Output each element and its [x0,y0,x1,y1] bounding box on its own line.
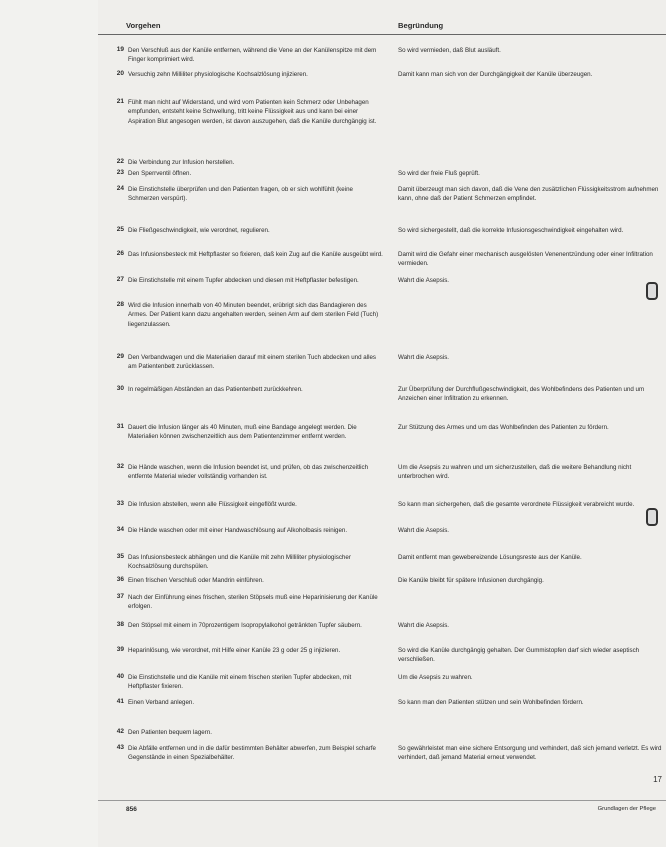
binder-clip-icon [646,508,658,526]
step-text: Die Infusion abstellen, wenn alle Flüssigkeit eingeflößt wurde. [128,501,297,508]
reason-text: Zur Stützung des Armes und um das Wohlbefinden des Patienten zu fördern. [398,424,609,431]
step-number: 30 [116,385,124,392]
reason-text: So wird sichergestellt, daß die korrekte Infusionsgeschwindigkeit eingehalten wird. [398,227,624,234]
step-number: 34 [116,526,124,533]
step-number: 19 [116,46,124,53]
step-text: Heparinlösung, wie verordnet, mit Hilfe einer Kanüle 23 g oder 25 g injizieren. [128,647,341,654]
step-number: 32 [116,463,124,470]
step-number: 41 [116,698,124,705]
step-text: Die Fließgeschwindigkeit, wie verordnet, regulieren. [128,227,270,234]
footer-divider [98,800,666,801]
step-number: 37 [116,593,124,600]
reason-text: Zur Überprüfung der Durchflußgeschwindigkeit, des Wohlbefindens des Patienten und um Anzeichen einer Infiltration zu erkennen. [398,386,645,403]
step-text: Die Abfälle entfernen und in die dafür bestimmten Behälter abwerfen, zum Beispiel scharfe Gegenstände in einen Spezialbehälter. [128,745,376,762]
reason-text: So gewährleistet man eine sichere Entsorgung und verhindert, daß sich jemand verletzt. Es wird verhindert, daß jemand Material erneut verwendet. [398,745,662,762]
step-text: Einen frischen Verschluß oder Mandrin einführen. [128,577,264,584]
step-text: Dauert die Infusion länger als 40 Minuten, muß eine Bandage angelegt werden. Die Materialien können zwischenzeitlich aus dem Patientenzimmer entfernt werden. [128,424,357,441]
book-title: Grundlagen der Pflege [597,806,656,812]
step-number: 25 [116,226,124,233]
step-text: Wird die Infusion innerhalb von 40 Minuten beendet, erübrigt sich das Bandagieren des Armes. Der Patient kann dazu angehalten werden, seinen Arm auf dem sterilen Feld (Tuch) liegenzulassen. [128,302,379,328]
column-header-step: Vorgehen [126,21,161,30]
step-number: 42 [116,728,124,735]
side-mark: 17 [653,775,662,784]
step-number: 23 [116,169,124,176]
binder-clip-icon [646,282,658,300]
reason-text: Wahrt die Asepsis. [398,277,450,284]
reason-text: Wahrt die Asepsis. [398,527,450,534]
step-text: Die Einstichstelle und die Kanüle mit einem frischen sterilen Tupfer abdecken, mit Heftpflaster fixieren. [128,674,352,691]
step-number: 43 [116,744,124,751]
step-text: Den Stöpsel mit einem in 70prozentigem Isopropylalkohol getränkten Tupfer säubern. [128,622,362,629]
step-text: In regelmäßigen Abständen an das Patientenbett zurückkehren. [128,386,303,393]
step-text: Versuchig zehn Milliliter physiologische Kochsalzlösung injizieren. [128,71,308,78]
reason-text: Damit kann man sich von der Durchgängigkeit der Kanüle überzeugen. [398,71,593,78]
step-text: Nach der Einführung eines frischen, sterilen Stöpsels muß eine Heparinisierung der Kanüle erfolgen. [128,594,378,611]
step-number: 35 [116,553,124,560]
reason-text: Wahrt die Asepsis. [398,354,450,361]
reason-text: Damit überzeugt man sich davon, daß die Vene den zusätzlichen Flüssigkeitsstrom aufnehmen kann, ohne daß der Patient Schmerzen empfindet. [398,186,659,203]
reason-text: Damit wird die Gefahr einer mechanisch ausgelösten Venenentzündung oder einer Infiltration vermieden. [398,251,653,268]
step-text: Die Einstichstelle mit einem Tupfer abdecken und diesen mit Heftpflaster befestigen. [128,277,359,284]
step-number: 33 [116,500,124,507]
step-number: 40 [116,673,124,680]
step-number: 36 [116,576,124,583]
step-text: Den Patienten bequem lagern. [128,729,212,736]
step-number: 38 [116,621,124,628]
step-number: 28 [116,301,124,308]
reason-text: Die Kanüle bleibt für spätere Infusionen durchgängig. [398,577,544,584]
reason-text: So wird der freie Fluß geprüft. [398,170,480,177]
step-text: Das Infusionsbesteck mit Heftpflaster so fixieren, daß kein Zug auf die Kanüle ausgeübt wird. [128,251,383,258]
step-number: 29 [116,353,124,360]
step-text: Den Verbandwagen und die Materialien darauf mit einem sterilen Tuch abdecken und alles am Patientenbett zurücklassen. [128,354,376,371]
step-text: Die Einstichstelle überprüfen und den Patienten fragen, ob er sich wohlfühlt (keine Schmerzen verspürt). [128,186,353,203]
reason-text: Um die Asepsis zu wahren und um sicherzustellen, daß die weitere Behandlung nicht unterbrochen wird. [398,464,632,481]
step-number: 22 [116,158,124,165]
step-text: Einen Verband anlegen. [128,699,195,706]
reason-text: So wird vermieden, daß Blut ausläuft. [398,47,501,54]
step-number: 26 [116,250,124,257]
reason-text: So kann man den Patienten stützen und sein Wohlbefinden fördern. [398,699,584,706]
reason-text: So wird die Kanüle durchgängig gehalten. Der Gummistopfen darf sich wieder aseptisch verschließen. [398,647,640,664]
step-text: Den Sperrventil öffnen. [128,170,192,177]
reason-text: So kann man sichergehen, daß die gesamte verordnete Flüssigkeit verabreicht wurde. [398,501,635,508]
step-text: Die Hände waschen oder mit einer Handwaschlösung auf Alkoholbasis reinigen. [128,527,348,534]
reason-text: Wahrt die Asepsis. [398,622,450,629]
step-number: 21 [116,98,124,105]
step-number: 20 [116,70,124,77]
step-text: Den Verschluß aus der Kanüle entfernen, während die Vene an der Kanülenspitze mit dem Finger komprimiert wird. [128,47,377,64]
table-header [98,14,666,35]
step-number: 31 [116,423,124,430]
step-text: Die Hände waschen, wenn die Infusion beendet ist, und prüfen, ob das zwischenzeitlich entfernte Material wieder vollständig vorhanden ist. [128,464,369,481]
step-text: Das Infusionsbesteck abhängen und die Kanüle mit zehn Milliliter physiologischer Kochsalzlösung durchspülen. [128,554,351,571]
step-text: Fühlt man nicht auf Widerstand, und wird vom Patienten kein Schmerz oder Unbehagen empfunden, entsteht keine Schwellung, tritt keine Flüssigkeit aus und kann bei einer Aspiration Blut angesogen werden, ist davon auszugehen, daß die Kanüle durchgängig ist. [128,99,377,125]
page-number: 856 [126,806,137,813]
step-number: 39 [116,646,124,653]
column-header-reason: Begründung [398,21,444,30]
step-number: 24 [116,185,124,192]
reason-text: Um die Asepsis zu wahren. [398,674,473,681]
document-page [98,0,666,847]
step-number: 27 [116,276,124,283]
reason-text: Damit entfernt man gewebereizende Lösungsreste aus der Kanüle. [398,554,582,561]
step-text: Die Verbindung zur Infusion herstellen. [128,159,235,166]
